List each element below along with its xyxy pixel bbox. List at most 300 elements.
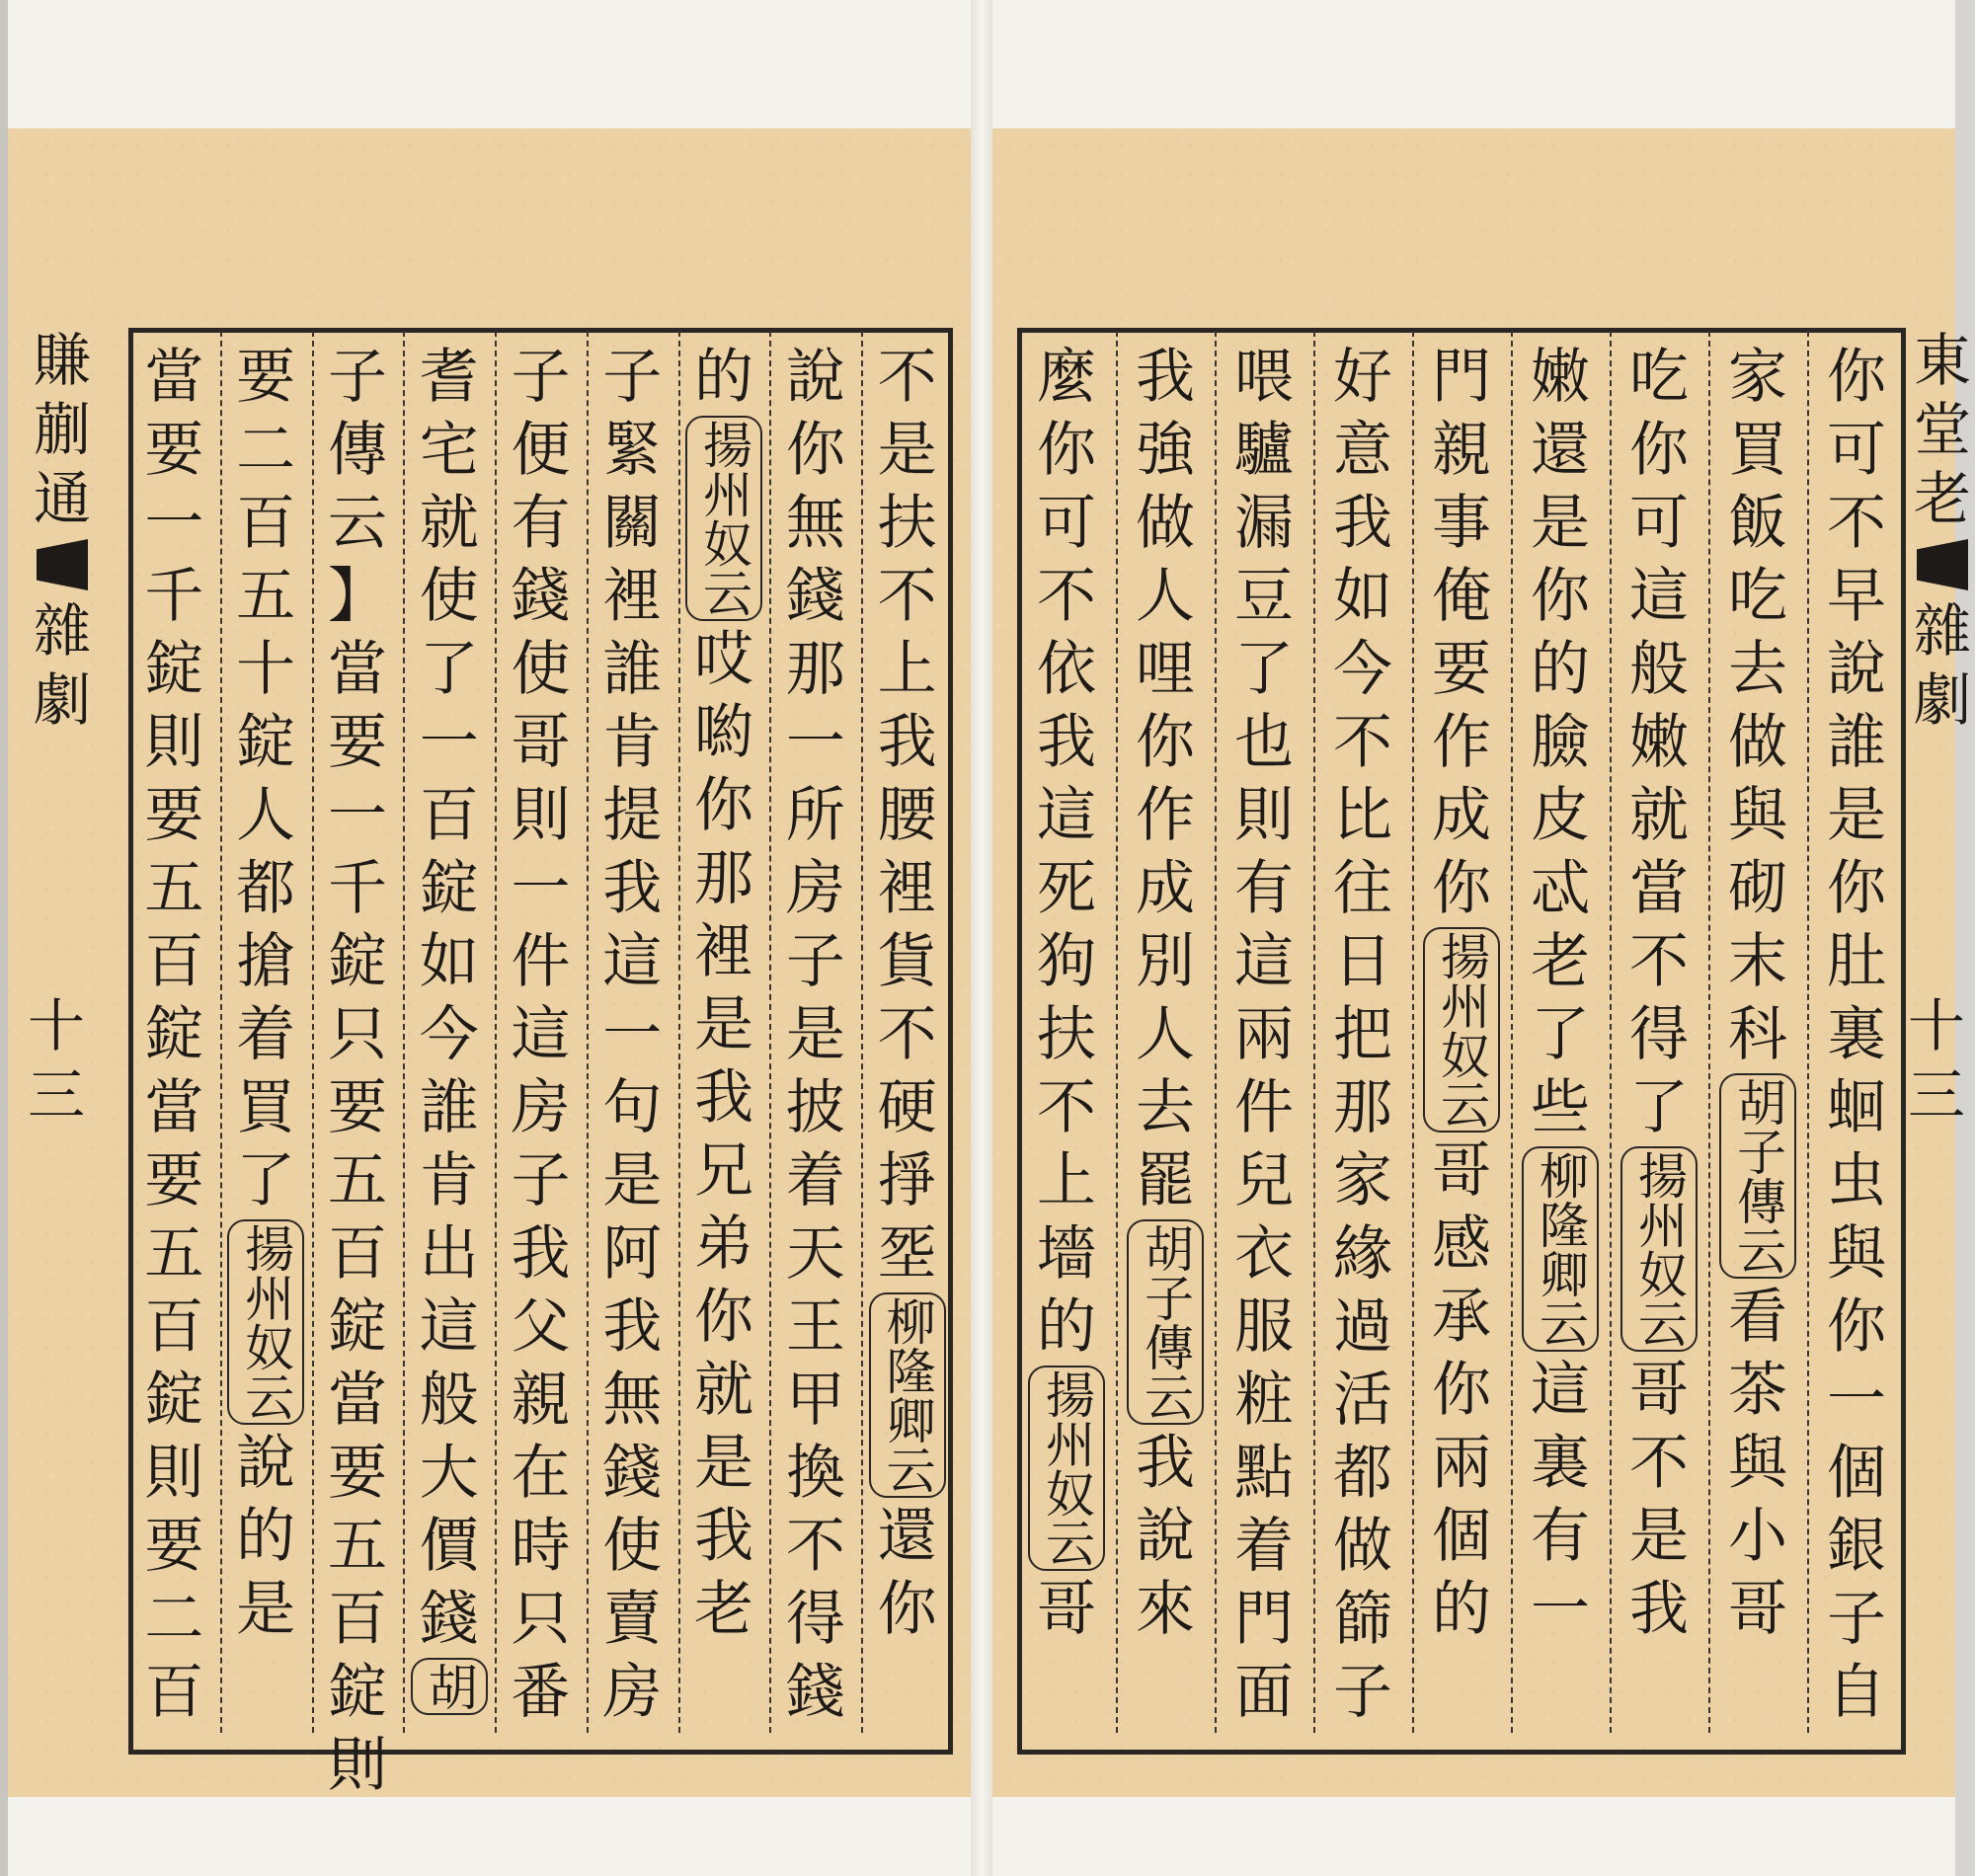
text-char: 飯: [1728, 489, 1787, 558]
text-char: 錠: [327, 1292, 387, 1362]
speaker-cartouche: 胡子傳云: [1719, 1073, 1796, 1279]
text-char: 子: [511, 343, 571, 412]
text-char: 這: [511, 1000, 571, 1069]
text-char: 強: [1136, 416, 1195, 485]
text-char: 子: [1333, 1658, 1392, 1727]
speaker-cartouche: 揚州奴云: [1028, 1366, 1105, 1571]
text-char: 當: [1629, 854, 1689, 923]
text-char: 成: [1432, 781, 1491, 850]
text-char: 你: [1629, 416, 1689, 485]
text-char: 百: [144, 927, 204, 996]
text-char: 買: [1728, 416, 1787, 485]
text-char: 一: [785, 708, 845, 777]
text-char: 嫩: [1629, 708, 1689, 777]
text-char: 作: [1136, 781, 1195, 850]
text-char: 不: [1629, 927, 1689, 996]
text-char: 上: [877, 635, 937, 704]
text-char: 科: [1728, 1000, 1787, 1069]
text-char: 子: [602, 343, 663, 412]
text-char: 老: [694, 1575, 754, 1644]
text-char: 千: [327, 854, 387, 923]
text-char: 成: [1136, 854, 1195, 923]
text-char: 所: [785, 781, 845, 850]
text-char: 了: [1531, 1000, 1590, 1069]
text-char: 我: [511, 1219, 571, 1289]
text-char: 末: [1728, 927, 1787, 996]
text-char: 老: [1531, 927, 1590, 996]
text-char: 得: [1629, 1000, 1689, 1069]
text-char: 墻: [1037, 1219, 1096, 1289]
text-char: 你: [1827, 854, 1886, 923]
text-char: 當: [144, 343, 204, 412]
text-char: 這: [1037, 781, 1096, 850]
text-char: 哥: [1629, 1356, 1689, 1425]
text-char: 房: [602, 1658, 663, 1727]
text-char: 二: [236, 416, 296, 485]
text-char: 百: [236, 489, 296, 558]
text-char: 不: [785, 1512, 845, 1581]
text-char: 誰: [419, 1073, 479, 1142]
text-char: 五: [327, 1512, 387, 1581]
text-char: 的: [1037, 1292, 1096, 1362]
column-rule: [1511, 331, 1513, 1733]
text-char: 不: [1037, 1073, 1096, 1142]
text-char: 吃: [1629, 343, 1689, 412]
text-char: 則: [144, 1439, 204, 1508]
text-char: 比: [1333, 781, 1392, 850]
text-char: 肯: [602, 708, 663, 777]
text-char: 驢: [1234, 416, 1294, 485]
speaker-cartouche: 柳隆卿云: [1522, 1146, 1599, 1352]
text-char: 事: [1432, 489, 1491, 558]
text-char: 服: [1234, 1292, 1294, 1362]
text-char: 你: [1432, 1356, 1491, 1425]
text-char: 天: [785, 1219, 845, 1289]
text-char: 作: [1432, 708, 1491, 777]
text-char: 要: [327, 708, 387, 777]
text-char: 不: [877, 562, 937, 631]
text-column: [1032, 341, 1101, 1646]
text-char: 親: [511, 1366, 571, 1435]
text-char: 今: [419, 1000, 479, 1069]
text-char: 有: [1234, 854, 1294, 923]
text-char: 蛔: [1827, 1073, 1886, 1142]
text-char: 換: [785, 1439, 845, 1508]
text-char: 了: [1629, 1073, 1689, 1142]
text-char: 大: [419, 1439, 479, 1508]
text-char: 說: [785, 343, 845, 412]
text-char: 得: [785, 1585, 845, 1654]
text-char: 子: [1827, 1585, 1886, 1654]
black-fishtail-mark: [1917, 539, 1968, 590]
text-char: 只: [327, 1000, 387, 1069]
text-char: 些: [1531, 1073, 1590, 1142]
text-char: 子: [511, 1146, 571, 1215]
text-char: 我: [1629, 1575, 1689, 1644]
text-char: 門: [1432, 343, 1491, 412]
text-char: 要: [144, 1146, 204, 1215]
text-char: 別: [1136, 927, 1195, 996]
text-char: 是: [877, 416, 937, 485]
text-column: [1131, 341, 1200, 1646]
text-char: 兩: [1432, 1429, 1491, 1498]
text-char: 是: [694, 990, 754, 1059]
text-char: 點: [1234, 1439, 1294, 1508]
text-char: 就: [694, 1356, 754, 1425]
text-char: 當: [327, 635, 387, 704]
text-char: 皮: [1531, 781, 1590, 850]
text-column: [781, 341, 850, 1729]
text-char: 關: [602, 489, 663, 558]
text-char: 活: [1333, 1366, 1392, 1435]
right-title-char-2: 堂: [1913, 396, 1971, 463]
text-char: 甲: [785, 1366, 845, 1435]
text-char: 個: [1432, 1502, 1491, 1571]
left-title-char-5: 劇: [33, 666, 91, 734]
column-rule: [587, 331, 589, 1733]
text-char: 弟: [694, 1210, 754, 1279]
text-char: 死: [1037, 854, 1096, 923]
text-char: 錠: [419, 854, 479, 923]
text-char: 是: [236, 1575, 296, 1644]
text-char: 王: [785, 1292, 845, 1362]
text-char: 這: [1234, 927, 1294, 996]
text-column: [1427, 341, 1496, 1646]
speaker-cartouche: 胡子傳云: [1127, 1219, 1204, 1425]
speaker-cartouche: 胡: [411, 1658, 488, 1715]
text-char: 兩: [1234, 1000, 1294, 1069]
text-char: 件: [1234, 1073, 1294, 1142]
text-char: 忒: [1531, 854, 1590, 923]
book-gutter: [971, 0, 992, 1876]
black-fishtail-mark: [37, 539, 88, 590]
text-char: 個: [1827, 1439, 1886, 1508]
right-title-char-5: 劇: [1913, 666, 1971, 734]
text-char: 般: [419, 1366, 479, 1435]
text-char: 就: [1629, 781, 1689, 850]
text-char: 房: [785, 854, 845, 923]
text-char: 十: [236, 635, 296, 704]
text-char: 傳: [327, 416, 387, 485]
column-rule: [678, 331, 680, 1733]
text-char: 時: [511, 1512, 571, 1581]
text-char: 茶: [1728, 1356, 1787, 1425]
text-char: 就: [419, 489, 479, 558]
text-char: 兒: [1234, 1146, 1294, 1215]
text-char: 錠: [236, 708, 296, 777]
text-char: 當: [144, 1073, 204, 1142]
text-char: 腰: [877, 781, 937, 850]
text-char: 門: [1234, 1585, 1294, 1654]
text-char: 一: [1531, 1575, 1590, 1644]
text-char: 粧: [1234, 1366, 1294, 1435]
text-char: 上: [1037, 1146, 1096, 1215]
text-char: 喲: [694, 698, 754, 767]
left-title-char-1: 賺: [33, 327, 91, 394]
text-char: 百: [327, 1219, 387, 1289]
text-char: 句: [602, 1073, 663, 1142]
text-char: 便: [511, 416, 571, 485]
text-char: 貨: [877, 927, 937, 996]
column-rule: [1116, 331, 1118, 1733]
text-char: 你: [1136, 708, 1195, 777]
text-char: 衣: [1234, 1219, 1294, 1289]
text-char: 誰: [602, 635, 663, 704]
text-char: 人: [236, 781, 296, 850]
right-title-char-3: 老: [1913, 465, 1971, 532]
column-rule: [1215, 331, 1217, 1733]
text-column: [1723, 341, 1792, 1646]
text-char: 承: [1432, 1283, 1491, 1352]
text-char: 家: [1728, 343, 1787, 412]
speaker-cartouche: 揚州奴云: [685, 416, 762, 621]
text-char: 披: [785, 1073, 845, 1142]
text-char: 日: [1333, 927, 1392, 996]
text-char: 俺: [1432, 562, 1491, 631]
text-char: 把: [1333, 1000, 1392, 1069]
speaker-cartouche: 揚州奴云: [227, 1219, 304, 1425]
text-char: 銀: [1827, 1512, 1886, 1581]
text-char: 哥: [1728, 1575, 1787, 1644]
text-char: 的: [1531, 635, 1590, 704]
right-title-char-4: 雜: [1913, 597, 1971, 664]
text-column: [1624, 341, 1694, 1646]
text-char: 錠: [144, 1366, 204, 1435]
text-char: 這: [419, 1292, 479, 1362]
text-char: 麼: [1037, 343, 1096, 412]
text-char: 】: [327, 562, 387, 631]
text-char: 嫩: [1531, 343, 1590, 412]
text-char: 不: [1629, 1429, 1689, 1498]
text-char: 意: [1333, 416, 1392, 485]
text-char: 肯: [419, 1146, 479, 1215]
text-char: 那: [694, 844, 754, 913]
text-char: 着: [236, 1000, 296, 1069]
text-char: 緣: [1333, 1219, 1392, 1289]
left-title-column: [28, 326, 97, 1130]
text-char: 你: [1827, 1292, 1886, 1362]
text-char: 都: [236, 854, 296, 923]
text-char: 哥: [1432, 1136, 1491, 1206]
text-char: 我: [1136, 1429, 1195, 1498]
text-char: 我: [602, 1292, 663, 1362]
text-char: 是: [1629, 1502, 1689, 1571]
text-char: 都: [1333, 1439, 1392, 1508]
text-column: [231, 341, 300, 1646]
text-char: 兄: [694, 1136, 754, 1206]
text-char: 虫: [1827, 1146, 1886, 1215]
text-char: 房: [511, 1073, 571, 1142]
text-char: 的: [694, 343, 754, 412]
text-char: 價: [419, 1512, 479, 1581]
text-char: 我: [602, 854, 663, 923]
column-rule: [220, 331, 222, 1733]
text-char: 使: [602, 1512, 663, 1581]
text-char: 賣: [602, 1585, 663, 1654]
text-char: 着: [785, 1146, 845, 1215]
text-column: [323, 341, 392, 1802]
text-column: [597, 341, 667, 1729]
text-char: 哎: [694, 625, 754, 694]
text-char: 你: [1037, 416, 1096, 485]
text-char: 緊: [602, 416, 663, 485]
text-char: 與: [1827, 1219, 1886, 1289]
text-char: 扶: [877, 489, 937, 558]
text-char: 一: [144, 489, 204, 558]
text-char: 裏: [1531, 1429, 1590, 1498]
text-char: 要: [144, 781, 204, 850]
text-char: 有: [1531, 1502, 1590, 1571]
text-char: 看: [1728, 1283, 1787, 1352]
text-char: 一: [511, 854, 571, 923]
text-char: 哥: [1037, 1575, 1096, 1644]
text-char: 裡: [694, 917, 754, 986]
text-char: 面: [1234, 1658, 1294, 1727]
text-char: 去: [1136, 1073, 1195, 1142]
text-char: 只: [511, 1585, 571, 1654]
text-char: 我: [1333, 489, 1392, 558]
text-char: 番: [511, 1658, 571, 1727]
text-char: 做: [1333, 1512, 1392, 1581]
text-char: 錢: [511, 562, 571, 631]
text-char: 件: [511, 927, 571, 996]
text-char: 無: [785, 489, 845, 558]
text-char: 不: [877, 1000, 937, 1069]
text-char: 哥: [511, 708, 571, 777]
text-char: 是: [694, 1429, 754, 1498]
text-char: 五: [236, 562, 296, 631]
text-char: 我: [694, 1502, 754, 1571]
text-char: 一: [1827, 1366, 1886, 1435]
text-char: 子: [327, 343, 387, 412]
text-char: 還: [1531, 416, 1590, 485]
text-char: 肚: [1827, 927, 1886, 996]
text-char: 的: [236, 1502, 296, 1571]
text-char: 那: [1333, 1073, 1392, 1142]
text-char: 說: [1136, 1502, 1195, 1571]
text-char: 過: [1333, 1292, 1392, 1362]
text-char: 是: [1827, 781, 1886, 850]
text-char: 了: [1234, 635, 1294, 704]
left-title-char-3: 通: [33, 465, 91, 532]
text-char: 是: [602, 1146, 663, 1215]
text-char: 哩: [1136, 635, 1195, 704]
text-char: 裏: [1827, 1000, 1886, 1069]
text-char: 㘸: [877, 1219, 937, 1289]
text-char: 錢: [785, 1658, 845, 1727]
text-char: 今: [1333, 635, 1392, 704]
text-char: 這: [602, 927, 663, 996]
text-char: 要: [236, 343, 296, 412]
text-char: 誰: [1827, 708, 1886, 777]
text-column: [507, 341, 576, 1729]
text-char: 來: [1136, 1575, 1195, 1644]
text-char: 錢: [419, 1585, 479, 1654]
right-title-column: [1908, 326, 1975, 1130]
text-char: 還: [877, 1502, 937, 1571]
text-char: 不: [1827, 489, 1886, 558]
text-char: 百: [327, 1585, 387, 1654]
left-text-columns: [128, 341, 953, 1800]
text-char: 你: [694, 771, 754, 840]
text-char: 如: [1333, 562, 1392, 631]
text-char: 你: [1827, 343, 1886, 412]
text-char: 五: [327, 1146, 387, 1215]
text-char: 說: [236, 1429, 296, 1498]
text-char: 則: [327, 1731, 387, 1800]
text-char: 錠: [327, 927, 387, 996]
text-char: 買: [236, 1073, 296, 1142]
text-char: 使: [419, 562, 479, 631]
text-char: 扶: [1037, 1000, 1096, 1069]
column-rule: [861, 331, 863, 1733]
text-char: 錠: [327, 1658, 387, 1727]
text-char: 我: [1037, 708, 1096, 777]
text-column: [689, 341, 758, 1646]
text-char: 耆: [419, 343, 479, 412]
text-char: 是: [1531, 489, 1590, 558]
text-char: 不: [1037, 562, 1096, 631]
text-char: 罷: [1136, 1146, 1195, 1215]
speaker-cartouche: 揚州奴云: [1423, 927, 1500, 1133]
right-text-columns: [1017, 341, 1906, 1743]
text-char: 親: [1432, 416, 1491, 485]
right-title-char-1: 東: [1913, 327, 1971, 394]
text-char: 漏: [1234, 489, 1294, 558]
text-char: 豆: [1234, 562, 1294, 631]
text-char: 與: [1728, 1429, 1787, 1498]
text-char: 百: [419, 781, 479, 850]
text-char: 不: [1333, 708, 1392, 777]
text-char: 這: [1531, 1356, 1590, 1425]
text-char: 使: [511, 635, 571, 704]
text-char: 我: [694, 1063, 754, 1133]
text-char: 父: [511, 1292, 571, 1362]
text-char: 早: [1827, 562, 1886, 631]
text-char: 錠: [144, 635, 204, 704]
text-column: [139, 341, 208, 1729]
text-char: 這: [1629, 562, 1689, 631]
text-char: 了: [419, 635, 479, 704]
text-column: [873, 341, 942, 1646]
text-char: 出: [419, 1219, 479, 1289]
text-char: 一: [419, 708, 479, 777]
text-char: 不: [877, 343, 937, 412]
text-char: 要: [1432, 635, 1491, 704]
text-char: 則: [1234, 781, 1294, 850]
text-char: 好: [1333, 343, 1392, 412]
text-char: 可: [1827, 416, 1886, 485]
text-char: 也: [1234, 708, 1294, 777]
text-char: 錢: [602, 1439, 663, 1508]
text-char: 你: [1531, 562, 1590, 631]
text-char: 篩: [1333, 1585, 1392, 1654]
speaker-cartouche: 柳隆卿云: [869, 1292, 946, 1498]
text-char: 硬: [877, 1073, 937, 1142]
text-char: 提: [602, 781, 663, 850]
text-char: 與: [1728, 781, 1787, 850]
text-char: 有: [511, 489, 571, 558]
text-char: 砌: [1728, 854, 1787, 923]
column-rule: [1313, 331, 1315, 1733]
text-char: 一: [602, 1000, 663, 1069]
text-char: 你: [694, 1283, 754, 1352]
column-rule: [1708, 331, 1710, 1733]
text-char: 我: [877, 708, 937, 777]
speaker-cartouche: 揚州奴云: [1620, 1146, 1698, 1352]
right-folio: 十三: [1908, 992, 1966, 1129]
text-char: 我: [1136, 343, 1195, 412]
